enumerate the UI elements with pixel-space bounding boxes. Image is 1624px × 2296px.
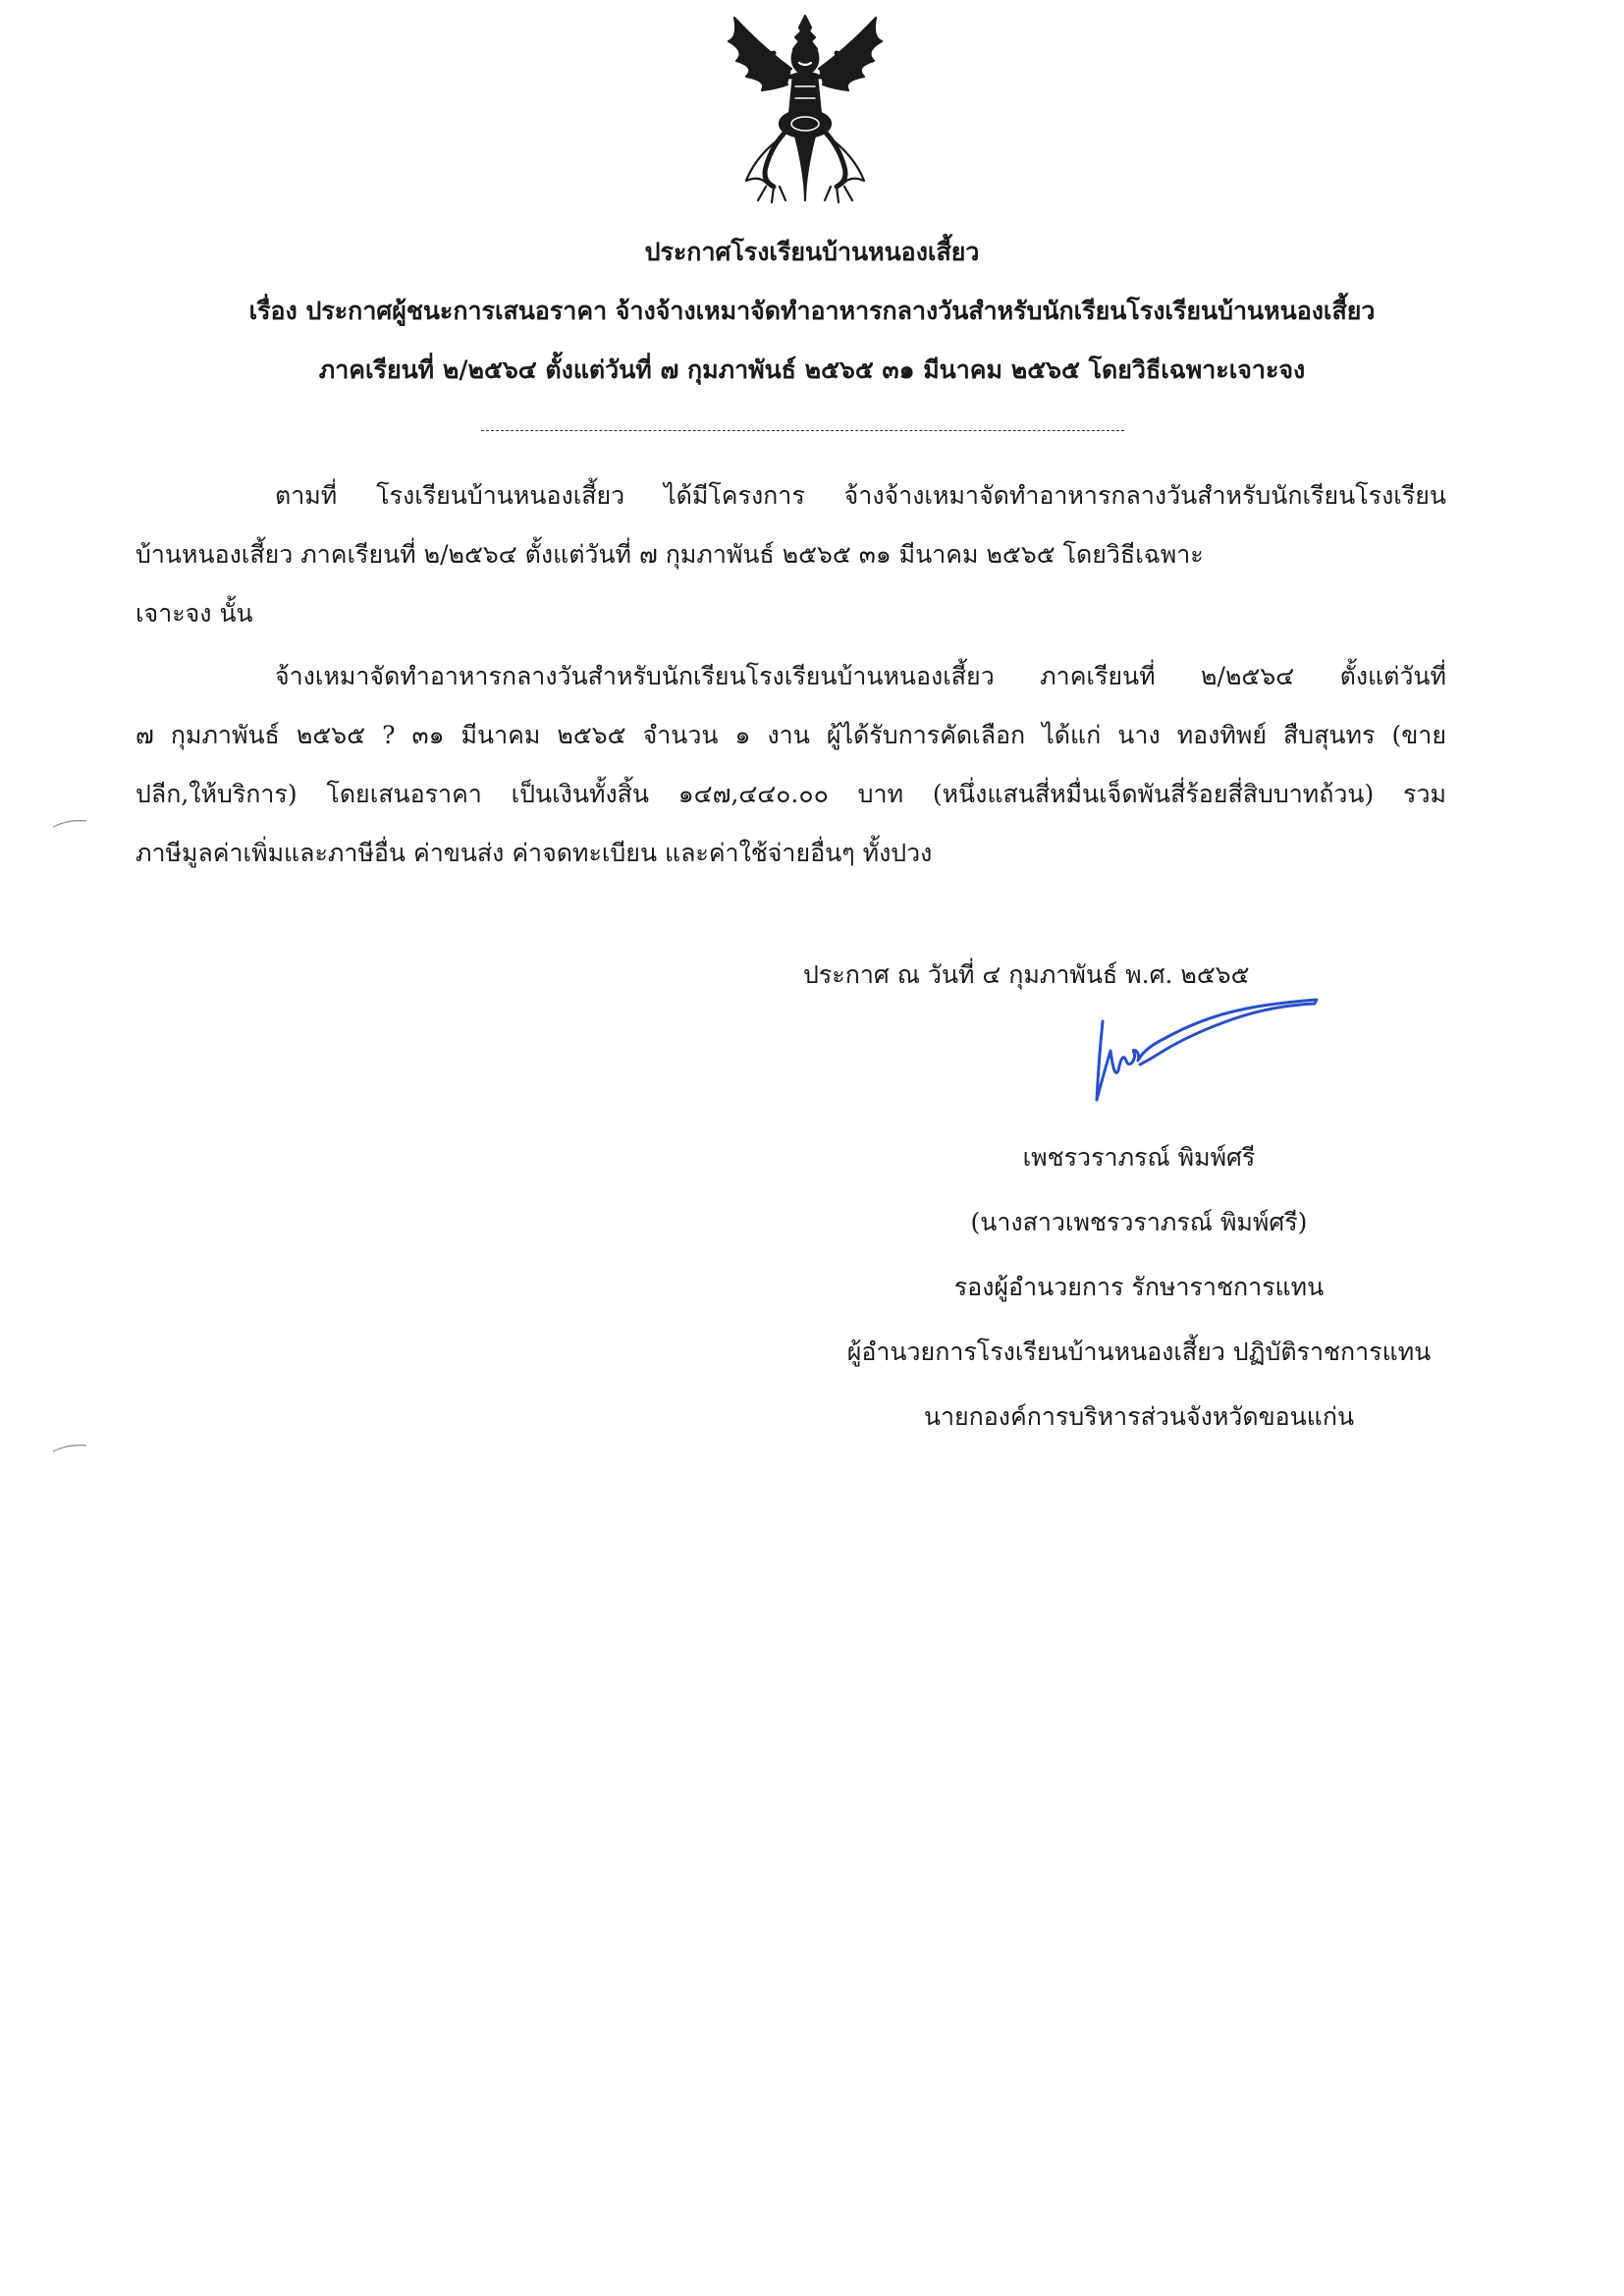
scan-mark: [51, 817, 90, 829]
heading-separator: [481, 430, 1124, 431]
paragraph-2-line-2: ๗ กุมภาพันธ์ ๒๕๖๕ ? ๓๑ มีนาคม ๒๕๖๕ จำนวน ๑ งาน ผู้ได้รับการคัดเลือก ได้แก่ นาง ทองทิพย์ สืบสุนทร (ขาย: [135, 721, 1446, 749]
signer-name: เพชรวราภรณ์ พิมพ์ศรี: [1022, 1143, 1256, 1172]
paragraph-2-line-4: ภาษีมูลค่าเพิ่มและภาษีอื่น ค่าขนส่ง ค่าจดทะเบียน และค่าใช้จ่ายอื่นๆ ทั้งปวง: [135, 839, 933, 867]
announcement-date: ประกาศ ณ วันที่ ๔ กุมภาพันธ์ พ.ศ. ๒๕๖๕: [803, 960, 1250, 989]
paragraph-1-line-2: บ้านหนองเสี้ยว ภาคเรียนที่ ๒/๒๕๖๔ ตั้งแต่วันที่ ๗ กุมภาพันธ์ ๒๕๖๕ ๓๑ มีนาคม ๒๕๖๕ โดยวิธีเฉพาะ: [135, 540, 1204, 569]
garuda-emblem-icon: [717, 8, 893, 209]
subject-line-1: เรื่อง ประกาศผู้ชนะการเสนอราคา จ้างจ้างเหมาจัดทำอาหารกลางวันสำหรับนักเรียนโรงเรียนบ้านหนองเสี้ยว: [248, 297, 1376, 325]
paragraph-1-line-1: ตามที่ โรงเรียนบ้านหนองเสี้ยว ได้มีโครงการ จ้างจ้างเหมาจัดทำอาหารกลางวันสำหรับนักเรียนโรงเรียน: [275, 481, 1446, 510]
subject-line-2: ภาคเรียนที่ ๒/๒๕๖๔ ตั้งแต่วันที่ ๗ กุมภาพันธ์ ๒๕๖๕ ๓๑ มีนาคม ๒๕๖๕ โดยวิธีเฉพาะเจาะจง: [318, 355, 1306, 384]
announcement-title: ประกาศโรงเรียนบ้านหนองเสี้ยว: [644, 238, 980, 266]
signer-position-line-3: นายกองค์การบริหารส่วนจังหวัดขอนแก่น: [923, 1402, 1355, 1431]
signer-position-line-1: รองผู้อำนวยการ รักษาราชการแทน: [953, 1273, 1325, 1301]
paragraph-1-line-3: เจาะจง นั้น: [135, 599, 253, 628]
scan-mark: [51, 1442, 90, 1453]
paragraph-2-line-3: ปลีก,ให้บริการ) โดยเสนอราคา เป็นเงินทั้งสิ้น ๑๔๗,๔๔๐.๐๐ บาท (หนึ่งแสนสี่หมื่นเจ็ดพันสี่ร้อยสี่สิบบาทถ้วน) รวม: [135, 780, 1446, 808]
signer-full-name: (นางสาวเพชรวราภรณ์ พิมพ์ศรี): [970, 1208, 1308, 1236]
paragraph-2-line-1: จ้างเหมาจัดทำอาหารกลางวันสำหรับนักเรียนโรงเรียนบ้านหนองเสี้ยว ภาคเรียนที่ ๒/๒๕๖๔ ตั้งแต่วันที่: [275, 662, 1446, 690]
handwritten-signature: [1075, 992, 1321, 1129]
signer-position-line-2: ผู้อำนวยการโรงเรียนบ้านหนองเสี้ยว ปฏิบัติราชการแทน: [846, 1338, 1432, 1366]
